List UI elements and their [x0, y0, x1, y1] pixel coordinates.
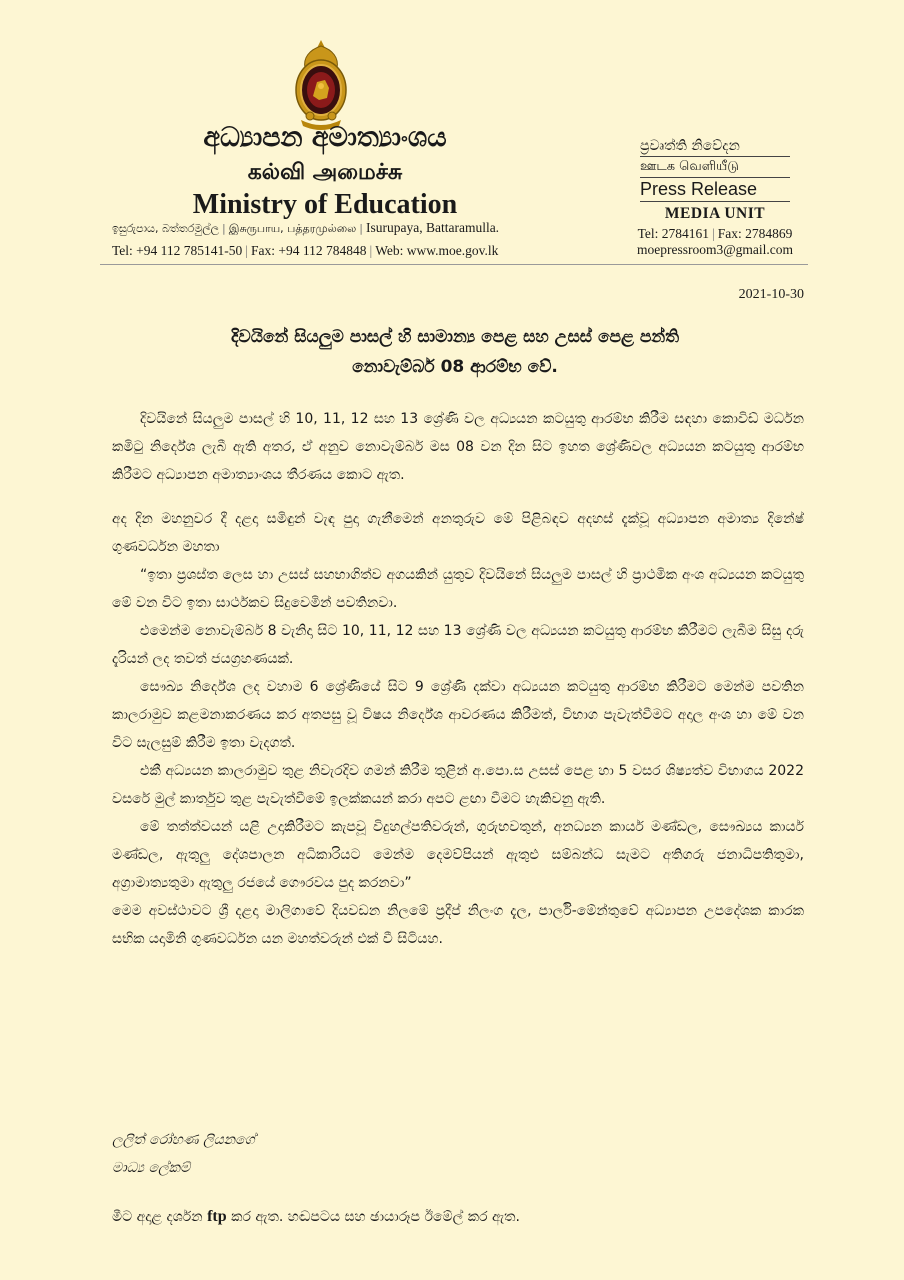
paragraph-7: මේ තත්ත්වයන් යළි උදාකිරීමට කැපවූ විදුහල්පතිවරුන්, ගුරුභවතුන්, අනධ්‍යන කාර්ය මණ්ඩල, සෞඛ්‍යය කාර්ය මණ්ඩල, ඇතුලු දේශපාලන අධිකාරියට මෙන්ම දෙමව්පියන් ඇතුළු සම්බන්ධ සැමට අතිගරු ජනාධිපතිතුමා, අග්‍රාමාත්‍යතුමා ඇතුලු රජයේ ගෞරවය පුද කරනවා”	[112, 819, 804, 891]
header-divider	[100, 264, 808, 265]
title-line-1: දිවයිනේ සියලුම පාසල් හි සාමාන්‍ය පෙළ සහ උසස් පෙළ පන්ති	[230, 327, 680, 347]
paragraph-2: අද දින මහනුවර දී දළදා සමිඳුන් වැඳ පුදා ගැනීමෙන් අනතුරුව මේ පිළිබඳව අදහස් දැක්වූ අධ්‍යාපන අමාත්‍ය දිනේෂ් ගුණවර්ධන මහතා	[112, 511, 804, 555]
press-label-english: Press Release	[640, 178, 790, 202]
footer-text-post: කර ඇත. හඬපටය සහ ඡායාරූප ඊමේල් කර ඇත.	[231, 1209, 520, 1225]
ministry-tel: Tel: +94 112 785141-50	[112, 243, 243, 258]
address-english: Isurupaya, Battaramulla.	[365, 220, 500, 235]
signature-block	[112, 1126, 512, 1182]
sri-lanka-emblem-icon	[291, 38, 351, 130]
paragraph-4: එමෙන්ම නොවැම්බර් 8 වැනිදා සිට 10, 11, 12 සහ 13 ශ්‍රේණි වල අධ්‍යයන කටයුතු ආරම්භ කිරීමට ලැබීම සිසු දරු දැරියන් ලද තවත් ජයග්‍රහණයක්.	[112, 623, 804, 667]
media-unit-contact: Tel: 2784161 | Fax: 2784869 moepressroom3@gmail.com	[620, 226, 810, 258]
address-block: ඉසුරුපාය, බත්තරමුල්ල | இசுருபாய, பத்தரமுல்லை | Isurupaya, Battaramulla. Tel: +94 112 785141-50 | Fax: +94 112 784848 | Web: www.moe.gov.lk	[112, 220, 500, 258]
footer-ftp: ftp	[207, 1208, 227, 1225]
press-label-tamil: ஊடக வெளியீடு	[640, 157, 790, 178]
ministry-fax: Fax: +94 112 784848	[250, 243, 367, 258]
paragraph-1: දිවයිනේ සියලුම පාසල් හි 10, 11, 12 සහ 13 ශ්‍රේණි වල අධ්‍යයන කටයුතු ආරම්භ කිරීම සඳහා කොවිඩ් මර්ධන කමිටු නිර්දේශ ලැබී ඇති අතර, ඒ අනුව නොවැම්බර් මස 08 වන දින සිට ඉහත ශ්‍රේණිවල අධ්‍යයන කටයුතු ආරම්භ කිරීමට අධ්‍යාපන අමාත්‍යාංශය තීරණය කොට ඇත.	[112, 411, 804, 483]
ministry-name-tamil: கல்வி அமைச்சு	[247, 160, 403, 185]
media-unit-tel: Tel: 2784161	[637, 226, 710, 241]
release-title	[150, 322, 760, 382]
paragraph-3: “ඉතා ප්‍රශස්ත ලෙස හා උසස් සහභාගිත්ව අගයකින් යුතුව දිවයිනේ සියලුම පාසල් හි ප්‍රාථමික අංශ අධ්‍යයන කටයුතු මේ වන විට ඉතා සාර්ථකව සිදුවෙමින් පවතිනවා.	[112, 567, 804, 611]
paragraph-5: සෞඛ්‍ය නිර්දේශ ලද වහාම 6 ශ්‍රේණියේ සිට 9 ශ්‍රේණි දක්වා අධ්‍යයන කටයුතු ආරම්භ කිරීමට මෙන්ම පවතින කාලරාමුව කළමනාකරණය කර අතපසු වූ විෂය නිර්දේශ ආවරණය කිරීමත්, විභාග පැවැත්වීමට අදාල අංශ හා මේ වන විට සැලසුම් කිරීම ඉතා වැදගත්.	[112, 679, 804, 751]
ministry-web[interactable]: Web: www.moe.gov.lk	[375, 243, 499, 258]
release-date: 2021-10-30	[738, 287, 804, 302]
press-release-box	[640, 138, 790, 202]
media-unit-label: MEDIA UNIT	[664, 205, 766, 222]
media-unit-email[interactable]: moepressroom3@gmail.com	[636, 242, 794, 257]
signatory-position: මාධ්‍ය ලේකම්	[112, 1160, 191, 1176]
press-label-sinhala: ප්‍රවෘත්ති නිවේදන	[640, 138, 790, 157]
title-line-2: නොවැම්බර් 08 ආරම්භ වේ.	[352, 357, 558, 377]
address-tamil: இசுருபாய, பத்தரமுல்லை	[228, 222, 357, 235]
signatory-name: ලලිත් රෝහණ ලියනගේ	[112, 1132, 255, 1148]
media-unit-fax: Fax: 2784869	[717, 226, 793, 241]
ministry-name-english: Ministry of Education	[192, 189, 458, 220]
address-sinhala: ඉසුරුපාය, බත්තරමුල්ල	[112, 222, 220, 235]
paragraph-8: මෙම අවස්ථාවට ශ්‍රී දළදා මාලිගාවේ දියවඩන නිලමේ ප්‍රදීප් නිලංග දැල, පාර්ලි-මේන්තුවේ අධ්‍යාපන උපදේශක කාරක සභික යදාමිනි ගුණවර්ධන යන මහත්වරුන් එක් වී සිටියහ.	[112, 903, 804, 947]
paragraph-6: එකී අධ්‍යයන කාලරාමුව තුළ නිවැරදිව ගමන් කිරීම තුළින් අ.පො.ස උසස් පෙළ හා 5 වසර ශිෂ්‍යත්ව විභාගය 2022 වසරේ මුල් කාර්තුව තුළ පැවැත්වීමේ ඉලක්කයන් කරා අපට ළඟා වීමට හැකිවනු ඇති.	[112, 763, 804, 807]
ministry-name-sinhala: අධ්‍යාපන අමාත්‍යාංශය	[203, 122, 447, 153]
footer-note	[112, 1208, 804, 1226]
release-body	[112, 405, 804, 953]
footer-text-pre: මීට අදාළ දර්ශන	[112, 1209, 203, 1225]
